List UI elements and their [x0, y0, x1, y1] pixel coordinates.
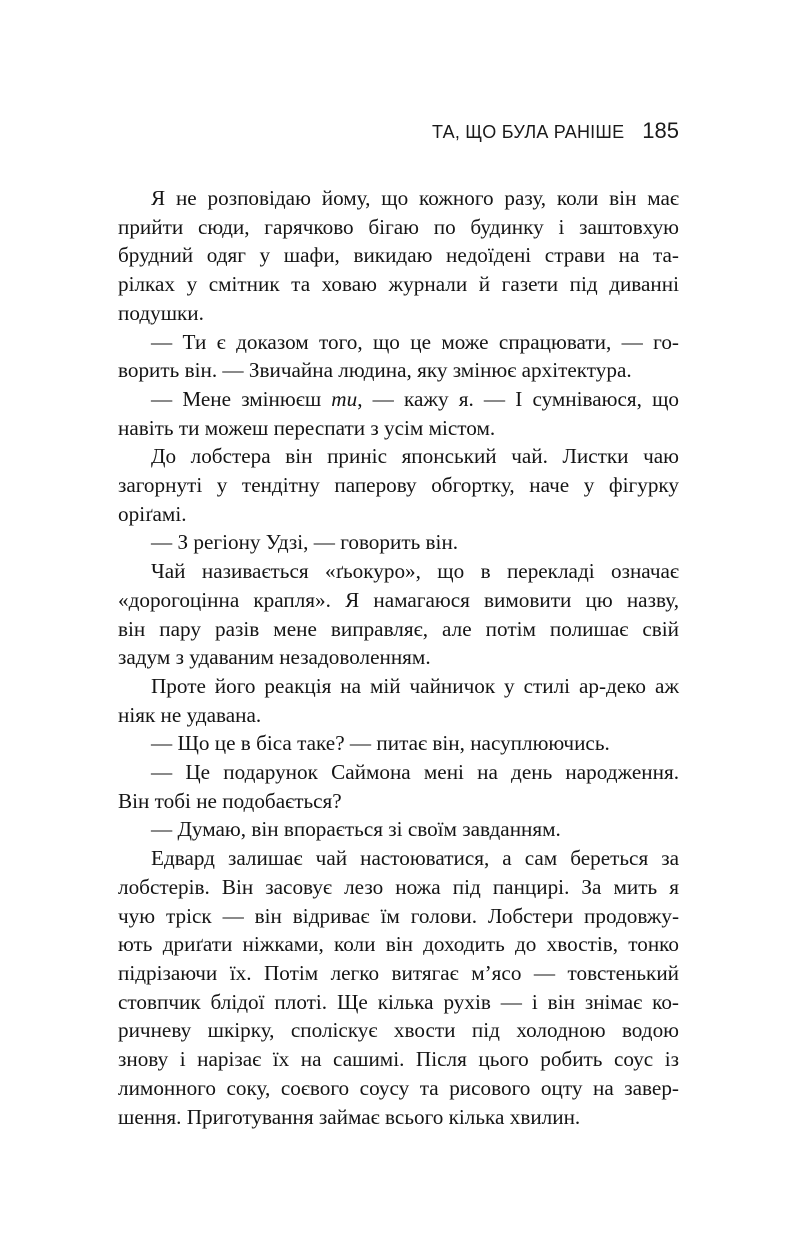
text-line: — Що це в біса таке? — питає він, насуплюючись. [151, 731, 610, 756]
text-line: лимонного соку, соєвого соусу та рисового оцту на завер- [118, 1075, 679, 1100]
text-line: шення. Приготування займає всього кілька хвилин. [118, 1104, 581, 1129]
text-line: знову і нарізає їх на сашимі. Після цього робить соус із [118, 1047, 679, 1072]
text-line [118, 385, 679, 414]
emphasis-text: ти [331, 386, 358, 411]
text-line: лобстерів. Він засовує лезо ножа під панцирі. За мить я [118, 874, 679, 899]
body-text [118, 184, 679, 1131]
text-line: ють дриґати ніжками, коли він доходить до хвостів, тонко [118, 932, 679, 957]
text-line: — З регіону Удзі, — говорить він. [151, 530, 459, 555]
text-line: рілках у смітник та ховаю журнали й газети під диванні [118, 272, 679, 297]
text-line: ніяк не удавана. [118, 702, 262, 727]
text-fragment: , — кажу я. — І сумніваюся, що [357, 386, 679, 411]
text-line: — Ти є доказом того, що це може спрацювати, — го- [151, 329, 679, 354]
text-fragment: — Мене змінюєш [151, 386, 332, 411]
text-line: стовпчик блідої плоті. Ще кілька рухів — і він знімає ко- [118, 989, 679, 1014]
page-number: 185 [642, 118, 679, 143]
text-line: задум з удаваним незадоволенням. [118, 645, 431, 670]
text-line: Він тобі не подобається? [118, 788, 342, 813]
text-line: — Це подарунок Саймона мені на день народження. [151, 760, 679, 785]
text-line: Я не розповідаю йому, що кожного разу, коли він має [151, 186, 679, 210]
text-line: він пару разів мене виправляє, але потім полишає свій [118, 616, 679, 641]
text-line: «дорогоцінна крапля». Я намагаюся вимовити цю назву, [118, 587, 679, 612]
text-line: Едвард залишає чай настоюватися, а сам береться за [151, 846, 679, 871]
text-line: підрізаючи їх. Потім легко витягає м’ясо — товстенький [118, 960, 679, 985]
text-line: Проте його реакція на мій чайничок у стилі ар-деко аж [151, 673, 679, 698]
text-line: ричневу шкірку, споліскує хвости під холодною водою [118, 1018, 679, 1043]
text-line: навіть ти можеш переспати з усім містом. [118, 415, 496, 440]
running-title: ТА, ЩО БУЛА РАНІШЕ [432, 122, 625, 142]
text-line: загорнуті у тендітну паперову обгортку, наче у фігурку [118, 473, 679, 498]
text-line: Чай називається «ґьокуро», що в перекладі означає [151, 559, 679, 584]
text-line: — Думаю, він впорається зі своїм завданням. [151, 817, 561, 842]
text-line: ворить він. — Звичайна людина, яку змінює архітектура. [118, 358, 632, 383]
text-line: подушки. [118, 300, 204, 325]
text-line: оріґамі. [118, 501, 187, 526]
text-line: брудний одяг у шафи, викидаю недоїдені страви на та- [118, 243, 679, 268]
running-header [432, 118, 679, 144]
text-line: прийти сюди, гарячково бігаю по будинку і заштовхую [118, 214, 679, 239]
text-line: До лобстера він приніс японський чай. Листки чаю [151, 444, 679, 469]
text-line: чую тріск — він відриває їм голови. Лобстери продовжу- [118, 903, 679, 928]
